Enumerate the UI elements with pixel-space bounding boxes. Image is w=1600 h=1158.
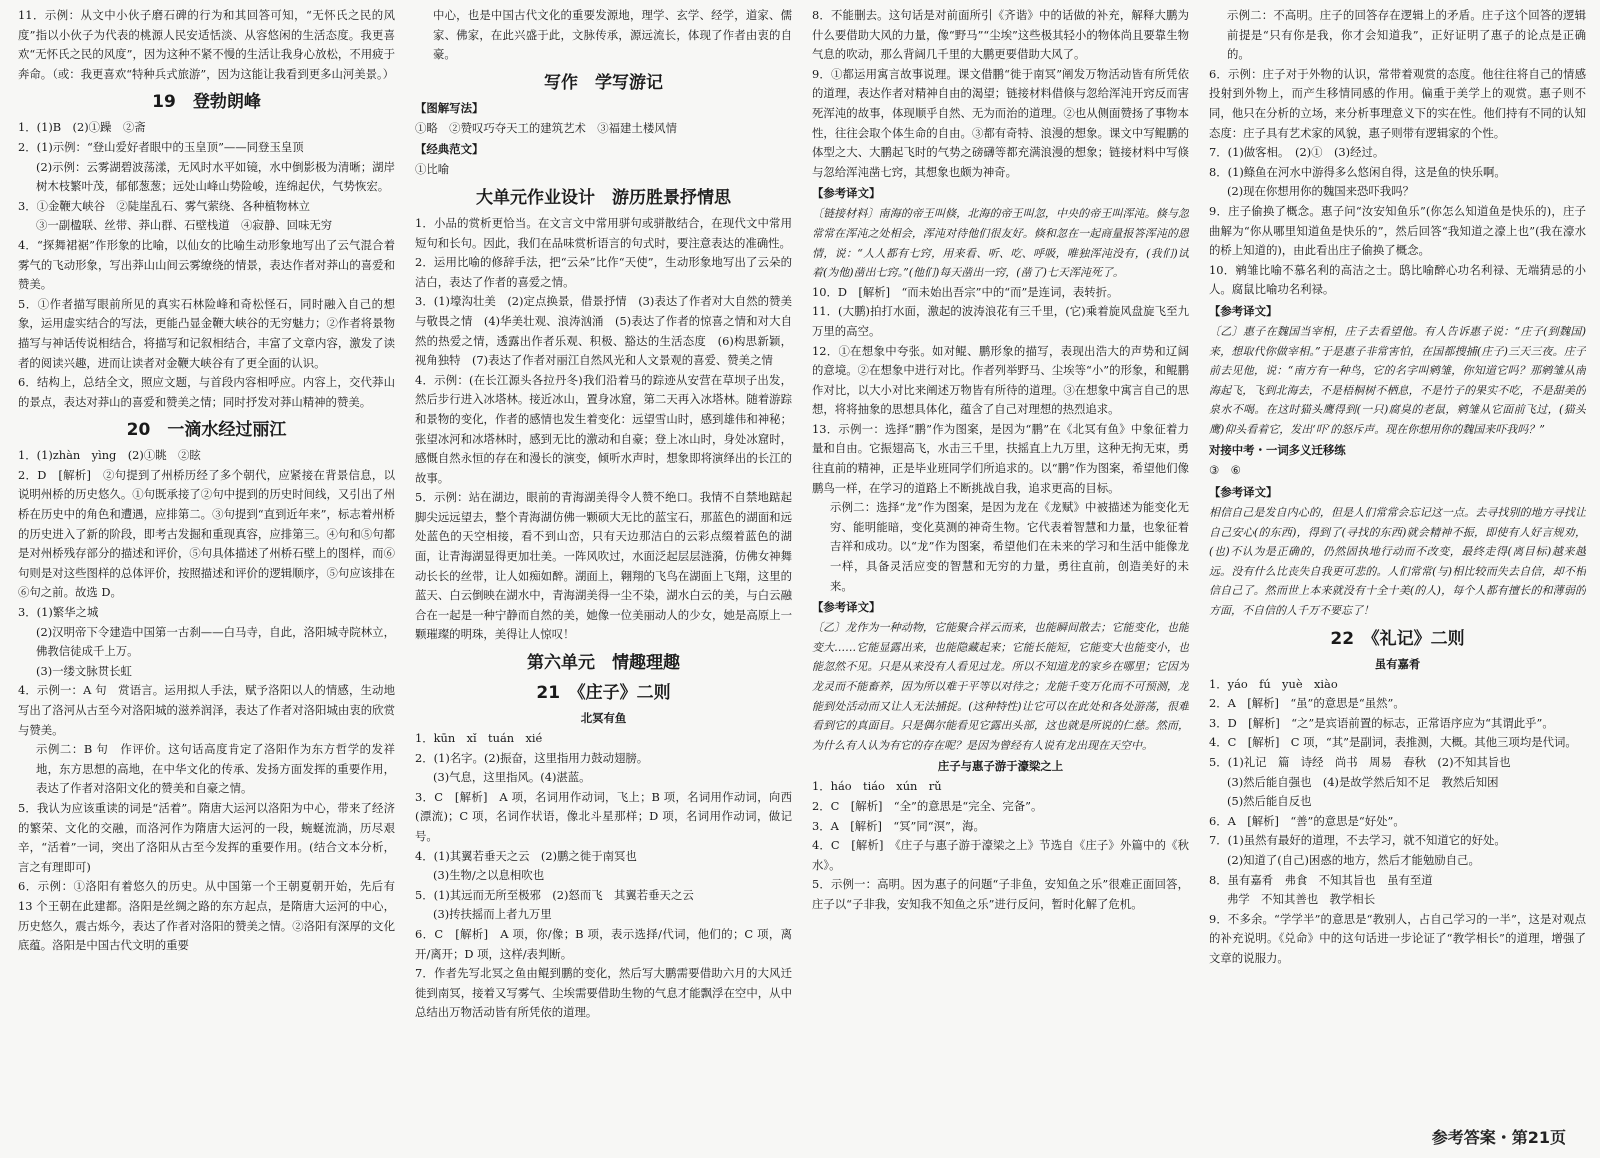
section-heading: 写作 学写游记 <box>544 72 663 93</box>
answer-item: 3．(1)壕沟壮美 (2)定点换景，借景抒情 (3)表达了作者对大自然的赞美与敬畏之情 (4)华美壮观、浪涛汹涌 (5)表达了作者的惊喜之情和对大自然的热爱之情，透露出作者乐观、积极、豁达的生活态度 (6)构思新颖，视角独特 (7)表达了作者对丽江自然风光和人文景观的喜爱、赞美之情 <box>415 294 792 368</box>
answer-item: 9．①都运用寓言故事说理。课文借鹏“徙于南冥”阐发万物活动皆有所凭依的道理，表达作者对精神自由的渴望；链接材料借倏与忽给浑沌开窍反而害死浑沌的故事，体现顺乎自然、无为而治的道理。②也从侧面赞扬了事物本性，往往会取个体生命的自由。③都有奇特、浪漫的想象。课文中写鲲鹏的体型之大、大鹏起飞时的气势之磅礴等都充满浪漫的想象；链接材料中写倏与忽给浑沌凿七窍，其想象也颇为神奇。 <box>812 66 1189 179</box>
sub-heading: 虽有嘉肴 <box>1374 656 1421 671</box>
answer-item: 5．示例：站在湖边，眼前的青海湖美得令人赞不绝口。我情不自禁地踮起脚尖远远望去，整个青海湖仿佛一颗硕大无比的蓝宝石，那蓝色的湖面和远处蓝色的天空相接，看不到山峦，只有天边那洁白的云彩点缀着蓝色的湖面，让青海湖显得更加壮美。一阵风吹过，水面泛起层层涟漪，仿佛女神舞动长长的丝带，让人如痴如醉。湖面上，翱翔的飞鸟在湖面上飞翔，这里的蓝天、白云倒映在湖水中，青海湖美得一尘不染，湖水白云的美，与白云融合在一起是一种宁静而自然的美，她像一位美丽动人的少女，她是高原上一颗璀璨的明珠，美得让人惊叹！ <box>415 490 792 642</box>
answer-continuation: (3)抟扶摇而上者九万里 <box>433 907 552 922</box>
answer-item: 5．(1)礼记 篇 诗经 尚书 周易 春秋 (2)不知其旨也 <box>1209 755 1511 769</box>
answer-item: 3．(1)繁华之城 <box>18 605 99 620</box>
answer-continuation: (2)知道了(自己)困惑的地方，然后才能勉励自己。 <box>1227 852 1480 867</box>
answer-item: 8．虽有嘉肴 弗食 不知其旨也 虽有至道 <box>1209 872 1433 887</box>
column-3 <box>812 6 1189 1156</box>
answer-item: 10．D [解析] “而未始出吾宗”中的“而”是连词，表转折。 <box>812 284 1119 299</box>
answer-continuation: (2)汉明帝下令建造中国第一古刹——白马寺，自此，洛阳城寺院林立，佛教信徒成千上万。 <box>36 624 395 659</box>
answer-item: 5．我认为应该重读的词是“活着”。隋唐大运河以洛阳为中心，带来了经济的繁荣、文化的交融，而洛河作为隋唐大运河的一段，蜿蜒流淌，历尽艰辛，“活着”一词，突出了洛阳从古至今发挥的重要作用。(结合文本分析，言之有理即可) <box>18 800 395 874</box>
answer-item: 4．示例一：A 句 赏语言。运用拟人手法，赋予洛阳以人的情感，生动地写出了洛河从古至今对洛阳城的滋养润泽，表达了作者对洛阳城由衷的欣赏与赞美。 <box>18 683 395 737</box>
answer-continuation: (2)现在你想用你的魏国来恐吓我吗？ <box>1227 184 1414 199</box>
answer-item: 7．(1)做客相。 (2)① (3)经过。 <box>1209 145 1385 160</box>
answer-item: 5．①作者描写眼前所见的真实石林险峰和奇松怪石，同时融入自己的想象，运用虚实结合的写法，更能凸显金鞭大峡谷的无穷魅力；②作者将景物描写与神话传说相结合，将描写和记叙相结合，丰富了文章内容，激发了读者的阅读兴趣，进而让读者对金鞭大峡谷有了更全面的认识。 <box>18 296 395 370</box>
answer-item: 2．运用比喻的修辞手法，把“云朵”比作“天使”，生动形象地写出了云朵的洁白，表达了作者的喜爱之情。 <box>415 255 792 289</box>
answer-item: 1．小品的赏析更恰当。在文言文中常用骈句或骈散结合，在现代文中常用短句和长句。因此，我们在品味赏析语言的句式时，要注意表达的准确性。 <box>415 215 792 250</box>
answer-item: 6．A [解析] “善”的意思是“好处”。 <box>1209 813 1405 828</box>
column-2 <box>415 6 792 1156</box>
section-tag: 【参考译文】 <box>812 600 881 615</box>
section-tag: 【参考译文】 <box>1209 303 1278 318</box>
translation-text: 〔链接材料〕南海的帝王叫倏，北海的帝王叫忽，中央的帝王叫浑沌。倏与忽常常在浑沌之处相会，浑沌对待他们很友好。倏和忽在一起商量报答浑沌的恩情，说：“人人都有七窍，用来看、听、吃、呼吸，唯独浑沌没有，(我们)试着(为他)凿出七窍。”(他们)每天凿出一窍，(凿了)七天浑沌死了。 <box>812 207 1189 280</box>
answer-item: 4．(1)其翼若垂天之云 (2)鹏之徙于南冥也 <box>415 848 637 863</box>
answer-item: 3．A [解析] “冥”同“溟”，海。 <box>812 818 985 833</box>
answer-item: 3．C [解析] A 项，名词用作动词，飞上；B 项，名词用作动词，向西(漂流)；C 项，名词作状语，像北斗星那样；D 项，名词用作动词，做记号。 <box>415 789 792 843</box>
answer-item: 5．示例一：高明。因为惠子的问题“子非鱼，安知鱼之乐”很难正面回答，庄子以“子非我，安知我不知鱼之乐”进行反问，暂时化解了危机。 <box>812 877 1189 911</box>
answer-item: 8．(1)鲦鱼在河水中游得多么悠闲自得，这是鱼的快乐啊。 <box>1209 164 1506 179</box>
answer-item: 1．yáo fú yuè xiào <box>1209 676 1338 691</box>
answer-item: 8．不能删去。这句话是对前面所引《齐谐》中的话做的补充，解释大鹏为什么要借助大风的力量，像“野马”“尘埃”这些极其轻小的物体尚且要靠生物气息的吹动，那么背阔几千里的大鹏更要借助大风了。 <box>812 8 1189 62</box>
section-tag: 【参考译文】 <box>1209 485 1278 500</box>
answer-item: 1．(1)zhàn yìng (2)①眺 ②眩 <box>18 448 201 463</box>
answer-item: ①比喻 <box>415 162 450 177</box>
answer-item: 4．示例：(在长江源头各拉丹冬)我们沿着马的踪迹从安营在草坝子出发，然后步行进入冰塔林。接近冰山，置身冰窟，第二天再入冰塔林。随着游踪和景物的变化，作者的感情也发生着变化：远望雪山时，感到雄伟和神秘；张望冰河和冰塔林时，感到无比的激动和自豪；登上冰山时，身处冰窟时，感慨自然永恒的存在和漫长的演变，倾听水声时，想象即将演绎出的长江的故事。 <box>415 372 792 485</box>
answer-item: 10．鹓雏比喻不慕名利的高洁之士。鸱比喻醉心功名利禄、无端猜忌的小人。腐鼠比喻功名利禄。 <box>1209 262 1586 297</box>
translation-text: 〔乙〕惠子在魏国当宰相，庄子去看望他。有人告诉惠子说：“庄子(到魏国)来，想取代你做宰相。”于是惠子非常害怕，在国都搜捕(庄子)三天三夜。庄子前去见他，说：“南方有一种鸟，它的名字叫鹓雏，你知道它吗？那鹓雏从南海起飞，飞到北海去，不是梧桐树不栖息，不是竹子的果实不吃，不是甜美的泉水不喝。在这时猫头鹰得到(一只)腐臭的老鼠，鹓雏从它面前飞过，(猫头鹰)仰头看着它，发出‘吓’的怒斥声。现在你想用你的魏国来吓我吗？” <box>1209 324 1586 436</box>
answer-continuation: 弗学 不知其善也 教学相长 <box>1227 892 1376 907</box>
section-heading: 21 《庄子》二则 <box>536 683 671 704</box>
answer-continuation: 示例二：B 句 作评价。这句话高度肯定了洛阳作为东方哲学的发祥地，东方思想的高地，在中华文化的传承、发扬方面发挥的重要作用，表达了作者对洛阳文化的赞美和自豪之情。 <box>36 742 395 796</box>
answer-item: 9．庄子偷换了概念。惠子问“汝安知鱼乐”(你怎么知道鱼是快乐的)，庄子曲解为“你从哪里知道鱼是快乐的”，然后回答“我知道之濠上也”(我在濠水的桥上知道的)，由此看出庄子偷换了概念。 <box>1209 203 1586 258</box>
answer-item: ①略 ②赞叹巧夺天工的建筑艺术 ③福建土楼风情 <box>415 120 677 135</box>
answer-continuation: 示例二：选择“龙”作为图案，是因为龙在《龙赋》中被描述为能变化无穷、能明能暗，变化莫测的神奇生物。它代表着智慧和力量，也象征着吉祥和成功。以“龙”作为图案，希望他们在未来的学习和生活中能像龙一样，具备灵活应变的智慧和无穷的力量，勇往直前，创造美好的未来。 <box>830 500 1189 593</box>
page-footer: 参考答案・第21页 <box>1431 1128 1566 1147</box>
section-tag: 对接中考・一词多义迁移练 <box>1209 443 1346 458</box>
answer-item: 6．结构上，总结全文，照应文题，与首段内容相呼应。内容上，交代莽山的景点，表达对莽山的喜爱和赞美之情；同时抒发对莽山精神的赞美。 <box>18 375 395 409</box>
answer-item: 1．háo tiáo xún rǔ <box>812 779 942 794</box>
answer-continuation: 中心，也是中国古代文化的重要发源地，理学、玄学、经学，道家、儒家、佛家，在此兴盛于此，文脉传承，源远流长，体现了作者由衷的自豪。 <box>433 8 792 62</box>
answer-item: 1．kūn xǐ tuán xié <box>415 731 543 746</box>
answer-item: 2．(1)示例：“登山爱好者眼中的玉皇顶”——同登玉皇顶 <box>18 139 304 154</box>
answer-continuation: (2)示例：云雾湖碧波荡漾，无风时水平如镜，水中倒影极为清晰；湖岸树木枝繁叶茂，郁郁葱葱；远处山峰山势险峻，连绵起伏，气势恢宏。 <box>36 159 395 194</box>
answer-item: 6．C [解析] A 项，你/像；B 项，表示选择/代词，他们的；C 项，离开/离开；D 项，这样/表判断。 <box>415 926 792 961</box>
answer-item: 6．示例：①洛阳有着悠久的历史。从中国第一个王朝夏朝开始，先后有 13 个王朝在此建都。洛阳是丝绸之路的东方起点，是隋唐大运河的中心，历史悠久，震古烁今，表达了作者对洛阳的赞美之情。②洛阳有深厚的文化底蕴。洛阳是中国古代文明的重要 <box>18 879 395 953</box>
answer-item: 6．示例：庄子对于外物的认识，常带着观赏的态度。他往往将自己的情感投射到外物上，而产生移情同感的作用。偏重于美学上的观赏。惠子则不同，他只在分析的立场，来分析事理意义下的实在性。他们持有不同的认知态度：庄子具有艺术家的风貌，惠子则带有逻辑家的个性。 <box>1209 66 1586 140</box>
answer-continuation: (3)生物/之以息相吹也 <box>433 868 545 883</box>
answer-item: 11．示例：从文中小伙子磨石碑的行为和其回答可知，“无怀氏之民的风度”指以小伙子为代表的桃源人民安适恬淡、从容悠闲的生活态度。我更喜欢“无怀氏之民的风度”，因为这种不紧不慢的生活让我身心放松，不用疲于奔命。（或：我更喜欢“特种兵式旅游”，因为这能让我看到更多山河美景。） <box>18 8 395 81</box>
answer-item: 7．作者先写北冥之鱼由鲲到鹏的变化，然后写大鹏需要借助六月的大风迁徙到南冥，接着又写雾气、尘埃需要借助生物的气息才能飘浮在空中，从中总结出万物活动皆有所凭依的道理。 <box>415 966 792 1020</box>
answer-item: 4．C [解析] 《庄子与惠子游于濠梁之上》节选自《庄子》外篇中的《秋水》。 <box>812 838 1189 872</box>
answer-item: 3．D [解析] “之”是宾语前置的标志，正常语序应为“其谓此乎”。 <box>1209 715 1554 730</box>
section-tag: 【图解写法】 <box>415 100 484 115</box>
answer-item: 2．D [解析] ②句提到了州桥历经了多个朝代，应紧接在背景信息，以说明州桥的历史悠久。①句既承接了②句中提到的历史时间线，又引出了州桥在历史中的角色和遭遇，应排第二。③句提到“直到近年来”，标志着州桥的历史进入了新的阶段，即考古发掘和重现真容，应排第三。④句和⑤句都是对州桥残存部分的描述和评价，⑤句具体描述了州桥石壁上的图样，而⑥句则是对这些图样的总体评价，按照描述和评价的逻辑顺序，⑤句应该排在⑥句之前。故选 D。 <box>18 467 395 600</box>
section-tag: 【参考译文】 <box>812 186 881 201</box>
answer-continuation: (5)然后能自反也 <box>1227 794 1312 809</box>
answer-item: 4．“探舞裙裾”作形象的比喻，以仙女的比喻生动形象地写出了云气混合着雾气的飞动形象，写出莽山山间云雾缭绕的情景，表达作者对莽山的喜爱和赞美。 <box>18 237 395 292</box>
answer-continuation: ③一副楹联、丝带、莽山群、石壁栈道 ④寂静、回味无穷 <box>36 218 333 233</box>
sub-heading: 北冥有鱼 <box>580 711 627 726</box>
section-heading: 19 登勃朗峰 <box>152 92 261 113</box>
answer-item: 5．(1)其远而无所至极邪 (2)怒而飞 其翼若垂天之云 <box>415 887 694 902</box>
answer-item: 7．(1)虽然有最好的道理，不去学习，就不知道它的好处。 <box>1209 833 1506 848</box>
column-4 <box>1209 6 1586 1156</box>
answer-item: 13．示例一：选择“鹏”作为图案，是因为“鹏”在《北冥有鱼》中象征着力量和自由。它振翅高飞，水击三千里，扶摇直上九万里，这种无拘无束，勇往直前的精神，正是毕业班同学们所追求的。以“鹏”作为图案，希望他们像鹏鸟一样，在学习的道路上不断挑战自我，追求更高的目标。 <box>812 421 1189 495</box>
answer-item: 12．①在想象中夸张。如对鲲、鹏形象的描写，表现出浩大的声势和辽阔的意境。②在想象中进行对比。作者列举野马、尘埃等“小”的形象，和鲲鹏作对比，以大小对比来阐述万物皆有所待的道理。③在想象中寓言自己的思想，将将抽象的思想具体化，蕴含了自己对理想的热烈追求。 <box>812 343 1189 417</box>
answer-item: 1．(1)B (2)①躁 ②斋 <box>18 120 146 135</box>
answer-item: 9．不多余。“学学半”的意思是“教别人，占自己学习的一半”，这是对观点的补充说明。《兑命》中的这句话进一步论证了“教学相长”的道理，增强了文章的说服力。 <box>1209 911 1586 965</box>
answer-item: 2．C [解析] “全”的意思是“完全、完备”。 <box>812 798 1043 813</box>
answer-item: 4．C [解析] C 项，“其”是副词，表推测，大概。其他三项均是代词。 <box>1209 735 1577 750</box>
answer-item: ③ ⑥ <box>1209 463 1241 478</box>
column-1 <box>18 6 395 1156</box>
answer-continuation: (3)然后能自强也 (4)是故学然后知不足 教然后知困 <box>1227 774 1499 789</box>
section-heading: 大单元作业设计 游历胜景抒情思 <box>476 187 731 208</box>
sub-heading: 庄子与惠子游于濠梁之上 <box>937 759 1064 774</box>
answer-continuation: (3)气息，这里指风。(4)湛蓝。 <box>433 770 591 785</box>
answer-item: 2．(1)名字。(2)振奋，这里指用力鼓动翅膀。 <box>415 750 649 765</box>
answer-continuation: 示例二：不高明。庄子的回答存在逻辑上的矛盾。庄子这个回答的逻辑前提是“只有你是我，你才会知道我”，正好证明了惠子的论点是正确的。 <box>1227 8 1586 62</box>
answer-continuation: (3)一缕文脉贯长虹 <box>36 663 132 678</box>
answer-item: 2．A [解析] “虽”的意思是“虽然”。 <box>1209 696 1405 711</box>
translation-text: 相信自己是发自内心的，但是人们常常会忘记这一点。去寻找别的地方寻找让自己安心(的东西)，得到了(寻找的东西)就会精神不振，即使有人好言规劝，(也)不认为是正确的，仍然固执地行动而不改变，最终走得(离目标)越来越远。没有什么比丧失自我更可悲的。人们常常(与)相比较而失去自信，却不相信自己了。然而世上本来就没有十全十美(的人)，每个人都有擅长的和薄弱的方面，不自信的人千万不要忘了！ <box>1209 506 1586 618</box>
answer-item: 11．(大鹏)拍打水面，激起的波涛浪花有三千里，(它)乘着旋风盘旋飞至九万里的高空。 <box>812 304 1189 338</box>
section-heading: 22 《礼记》二则 <box>1330 628 1465 649</box>
section-heading: 第六单元 情趣理趣 <box>527 653 680 674</box>
answer-item: 3．①金鞭大峡谷 ②陡崖乱石、雾气萦绕、各种植物林立 <box>18 198 311 213</box>
section-tag: 【经典范文】 <box>415 142 484 157</box>
translation-text: 〔乙〕龙作为一种动物，它能聚合祥云而来，也能瞬间散去；它能变化，也能变大……它能显露出来，也能隐藏起来；它能长能短，它能变大也能变小，也能忽然不见。只是从来没有人看见过龙。所以不知道龙的家乡在哪里；它因为龙灵而不能畜养，因为所以难于平等以对待之；龙能千变万化而不可预测，龙能到处活动而又让人无法捕捉。(这种特性)让它可以在此处和各处游荡，很难看到它的真面目。只是偶尔能看见它露出头部，这也就是所说的仁慈。然而，为什么有人认为有它的存在呢？是因为曾经有人说有龙出现在天空中。 <box>812 621 1189 752</box>
section-heading: 20 一滴水经过丽江 <box>126 420 287 441</box>
